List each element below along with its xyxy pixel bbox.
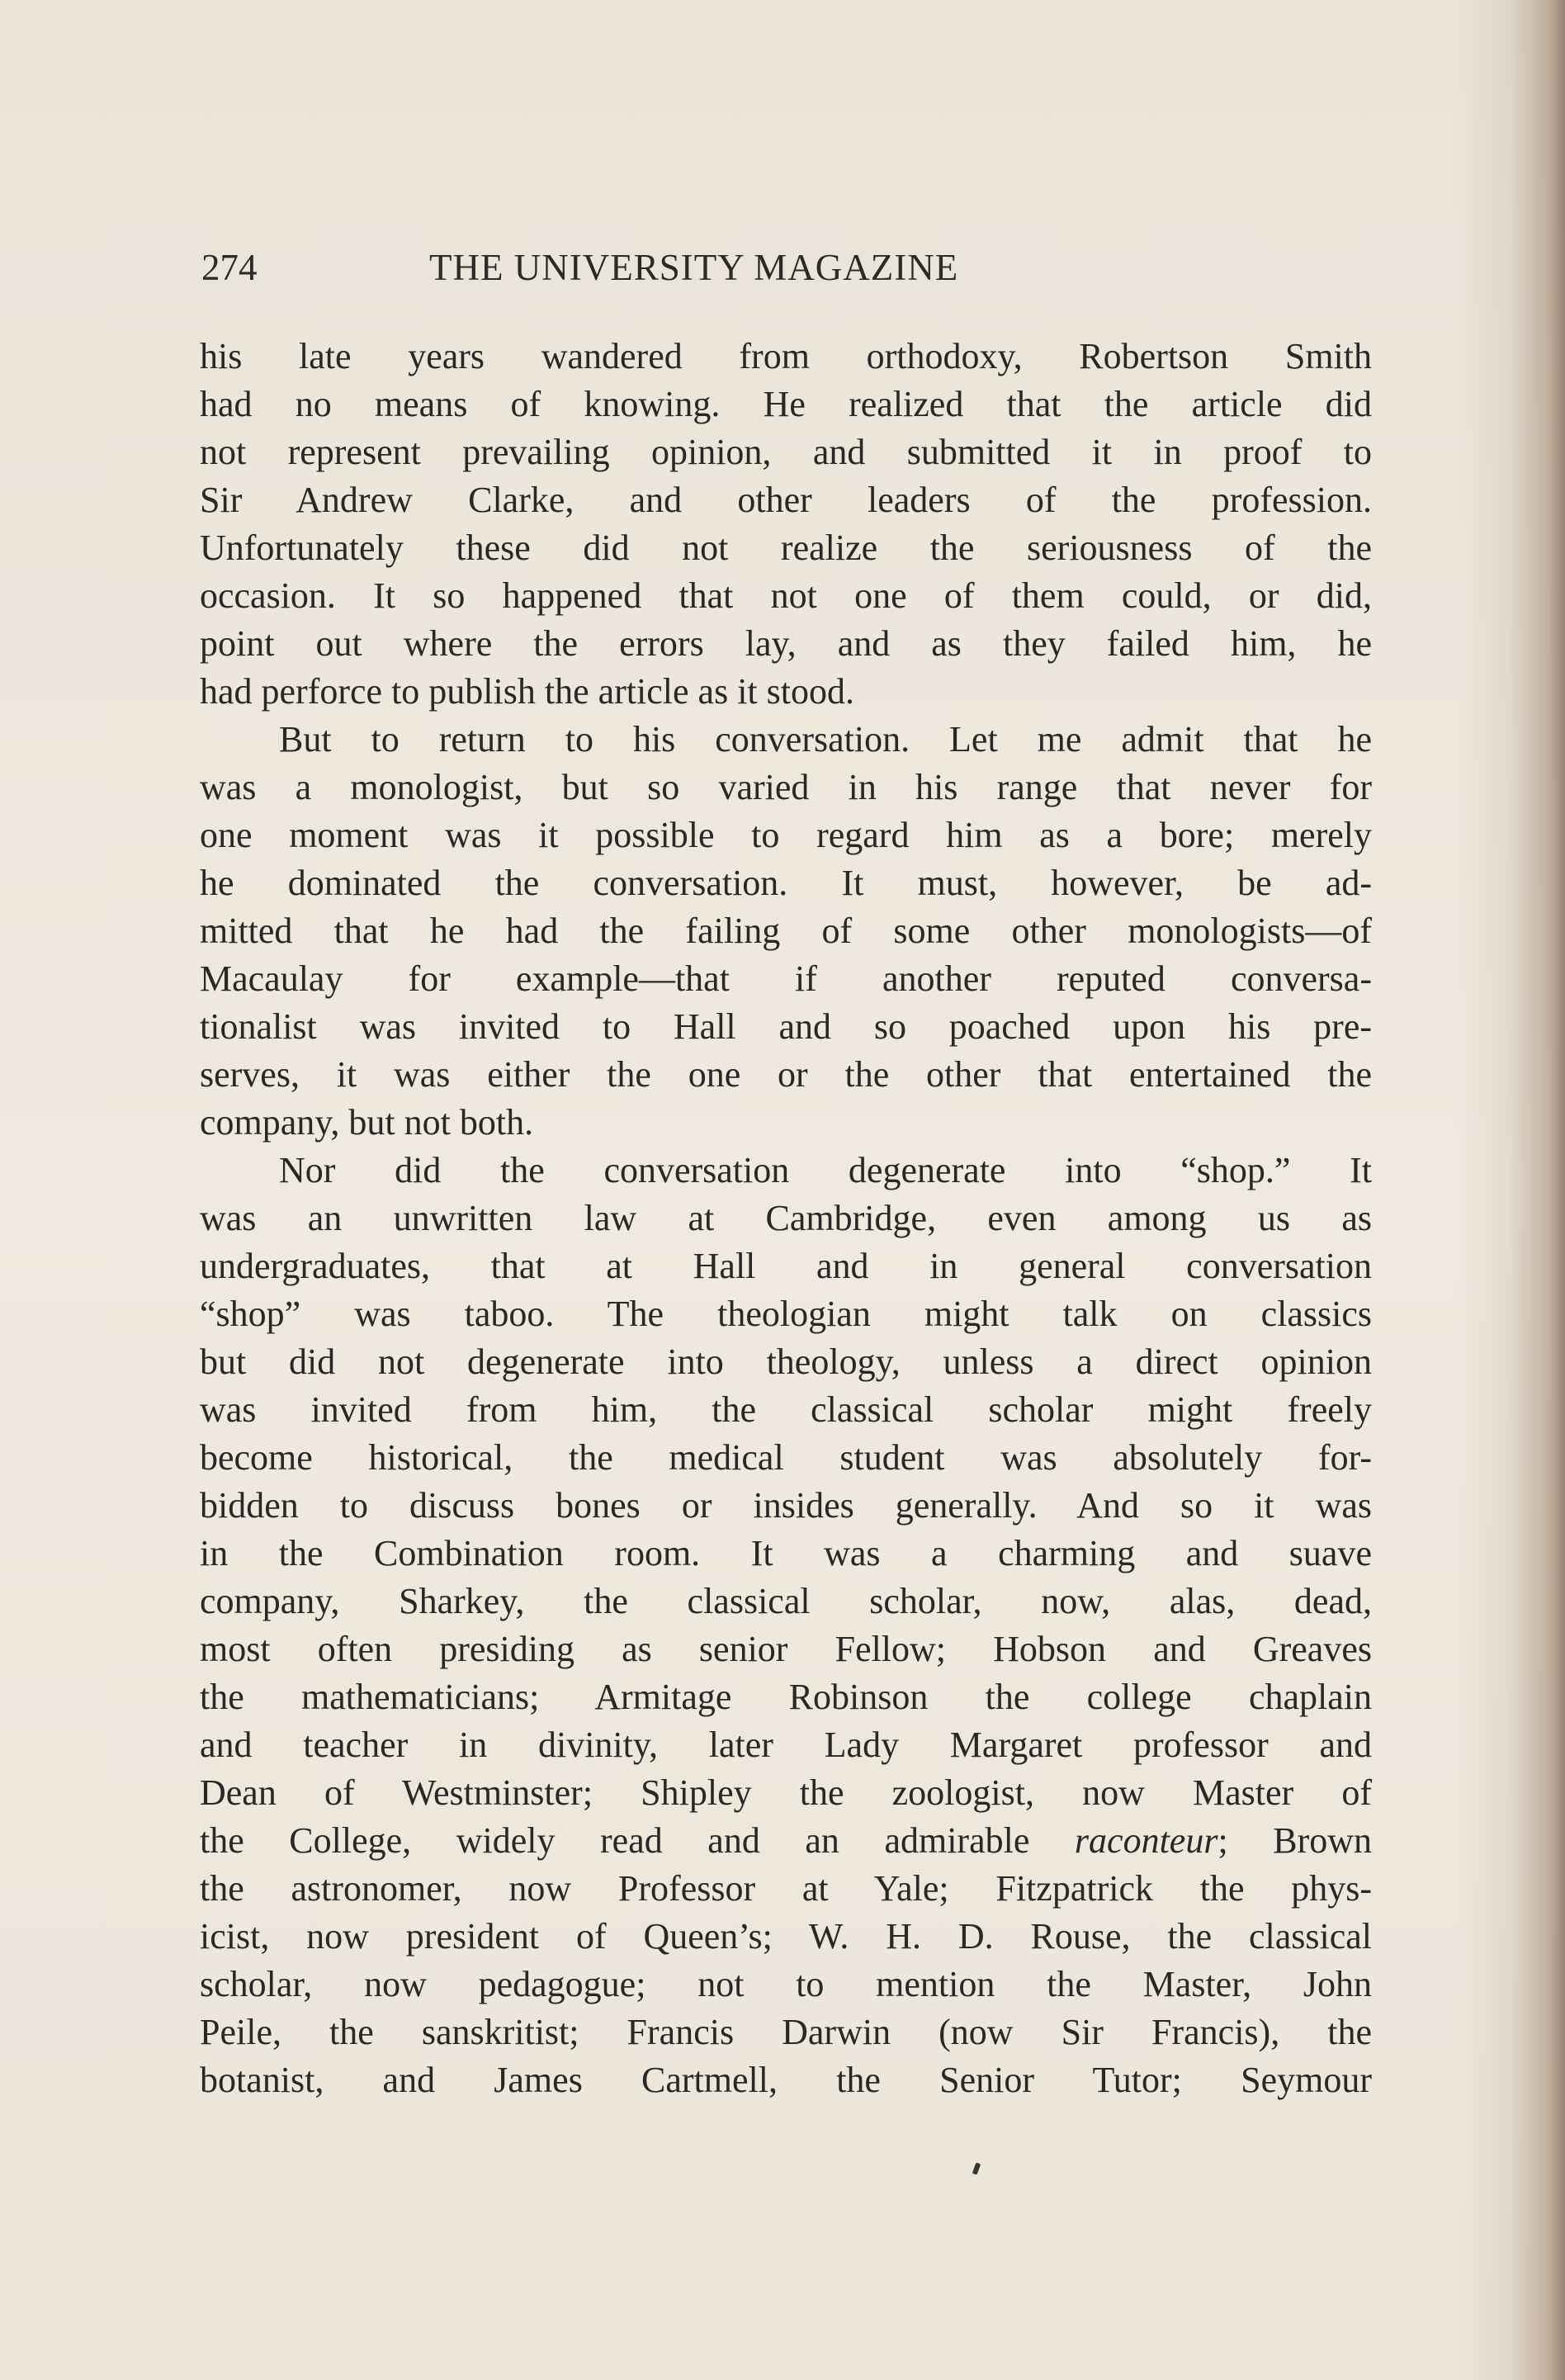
text-line: botanist, and James Cartmell, the Senior Tutor; Seymour	[200, 2060, 1372, 2100]
text-line: had no means of knowing. He realized that the article did	[200, 384, 1372, 424]
text-line: icist, now president of Queen’s; W. H. D. Rouse, the classical	[200, 1916, 1372, 1957]
text-line: “shop” was taboo. The theologian might talk on classics	[200, 1294, 1372, 1334]
running-head	[201, 246, 1095, 296]
text-line: had perforce to publish the article as it stood.	[200, 671, 854, 712]
text-line: not represent prevailing opinion, and submitted it in proof to	[200, 432, 1372, 472]
text-line: bidden to discuss bones or insides generally. And so it was	[200, 1485, 1372, 1526]
text-line: mitted that he had the failing of some other monologists—of	[200, 911, 1372, 951]
text-line: one moment was it possible to regard him as a bore; merely	[200, 815, 1372, 855]
text-line: most often presiding as senior Fellow; Hobson and Greaves	[200, 1629, 1372, 1669]
text-line: serves, it was either the one or the other that entertained the	[200, 1054, 1372, 1095]
text-line: Macaulay for example—that if another reputed conversa-	[200, 958, 1372, 999]
text-line: Nor did the conversation degenerate into “shop.” It	[279, 1150, 1372, 1190]
text-line: the mathematicians; Armitage Robinson the college chaplain	[200, 1677, 1372, 1717]
running-title: THE UNIVERSITY MAGAZINE	[429, 247, 959, 288]
text-line: Peile, the sanskritist; Francis Darwin (now Sir Francis), the	[200, 2012, 1372, 2052]
text-line: his late years wandered from orthodoxy, Robertson Smith	[200, 336, 1372, 376]
paragraph-3	[200, 1147, 1372, 2104]
text-line: undergraduates, that at Hall and in general conversation	[200, 1246, 1372, 1286]
text-line: become historical, the medical student was absolutely for-	[200, 1437, 1372, 1478]
text-line: But to return to his conversation. Let me admit that he	[279, 719, 1372, 759]
ink-speck	[972, 2162, 981, 2174]
paragraph-2	[200, 716, 1372, 1147]
text-line: company, but not both.	[200, 1102, 534, 1143]
body-text	[200, 333, 1372, 2104]
text-line: the College, widely read and an admirable raconteur; Brown	[200, 1820, 1373, 1861]
paragraph-1	[200, 333, 1372, 716]
text-line: occasion. It so happened that not one of them could, or did,	[200, 575, 1372, 616]
text-line: point out where the errors lay, and as they failed him, he	[200, 623, 1372, 664]
text-line: was a monologist, but so varied in his range that never for	[200, 767, 1372, 807]
text-line: Unfortunately these did not realize the seriousness of the	[200, 528, 1372, 568]
text-line: the astronomer, now Professor at Yale; Fitzpatrick the phys-	[200, 1868, 1372, 1909]
text-line: was invited from him, the classical scholar might freely	[200, 1389, 1372, 1430]
text-line: in the Combination room. It was a charming and suave	[200, 1533, 1372, 1573]
page-number: 274	[201, 247, 258, 288]
text-line: Sir Andrew Clarke, and other leaders of the profession.	[200, 480, 1372, 520]
text-line: company, Sharkey, the classical scholar, now, alas, dead,	[200, 1581, 1372, 1621]
text-line: but did not degenerate into theology, unless a direct opinion	[200, 1341, 1372, 1382]
text-line: and teacher in divinity, later Lady Margaret professor and	[200, 1725, 1372, 1765]
text-line: scholar, now pedagogue; not to mention the Master, John	[200, 1964, 1372, 2004]
text-line: he dominated the conversation. It must, however, be ad-	[200, 863, 1372, 903]
text-line: was an unwritten law at Cambridge, even among us as	[200, 1198, 1372, 1238]
text-line: Dean of Westminster; Shipley the zoologist, now Master of	[200, 1772, 1372, 1813]
text-line: tionalist was invited to Hall and so poached upon his pre-	[200, 1006, 1372, 1047]
